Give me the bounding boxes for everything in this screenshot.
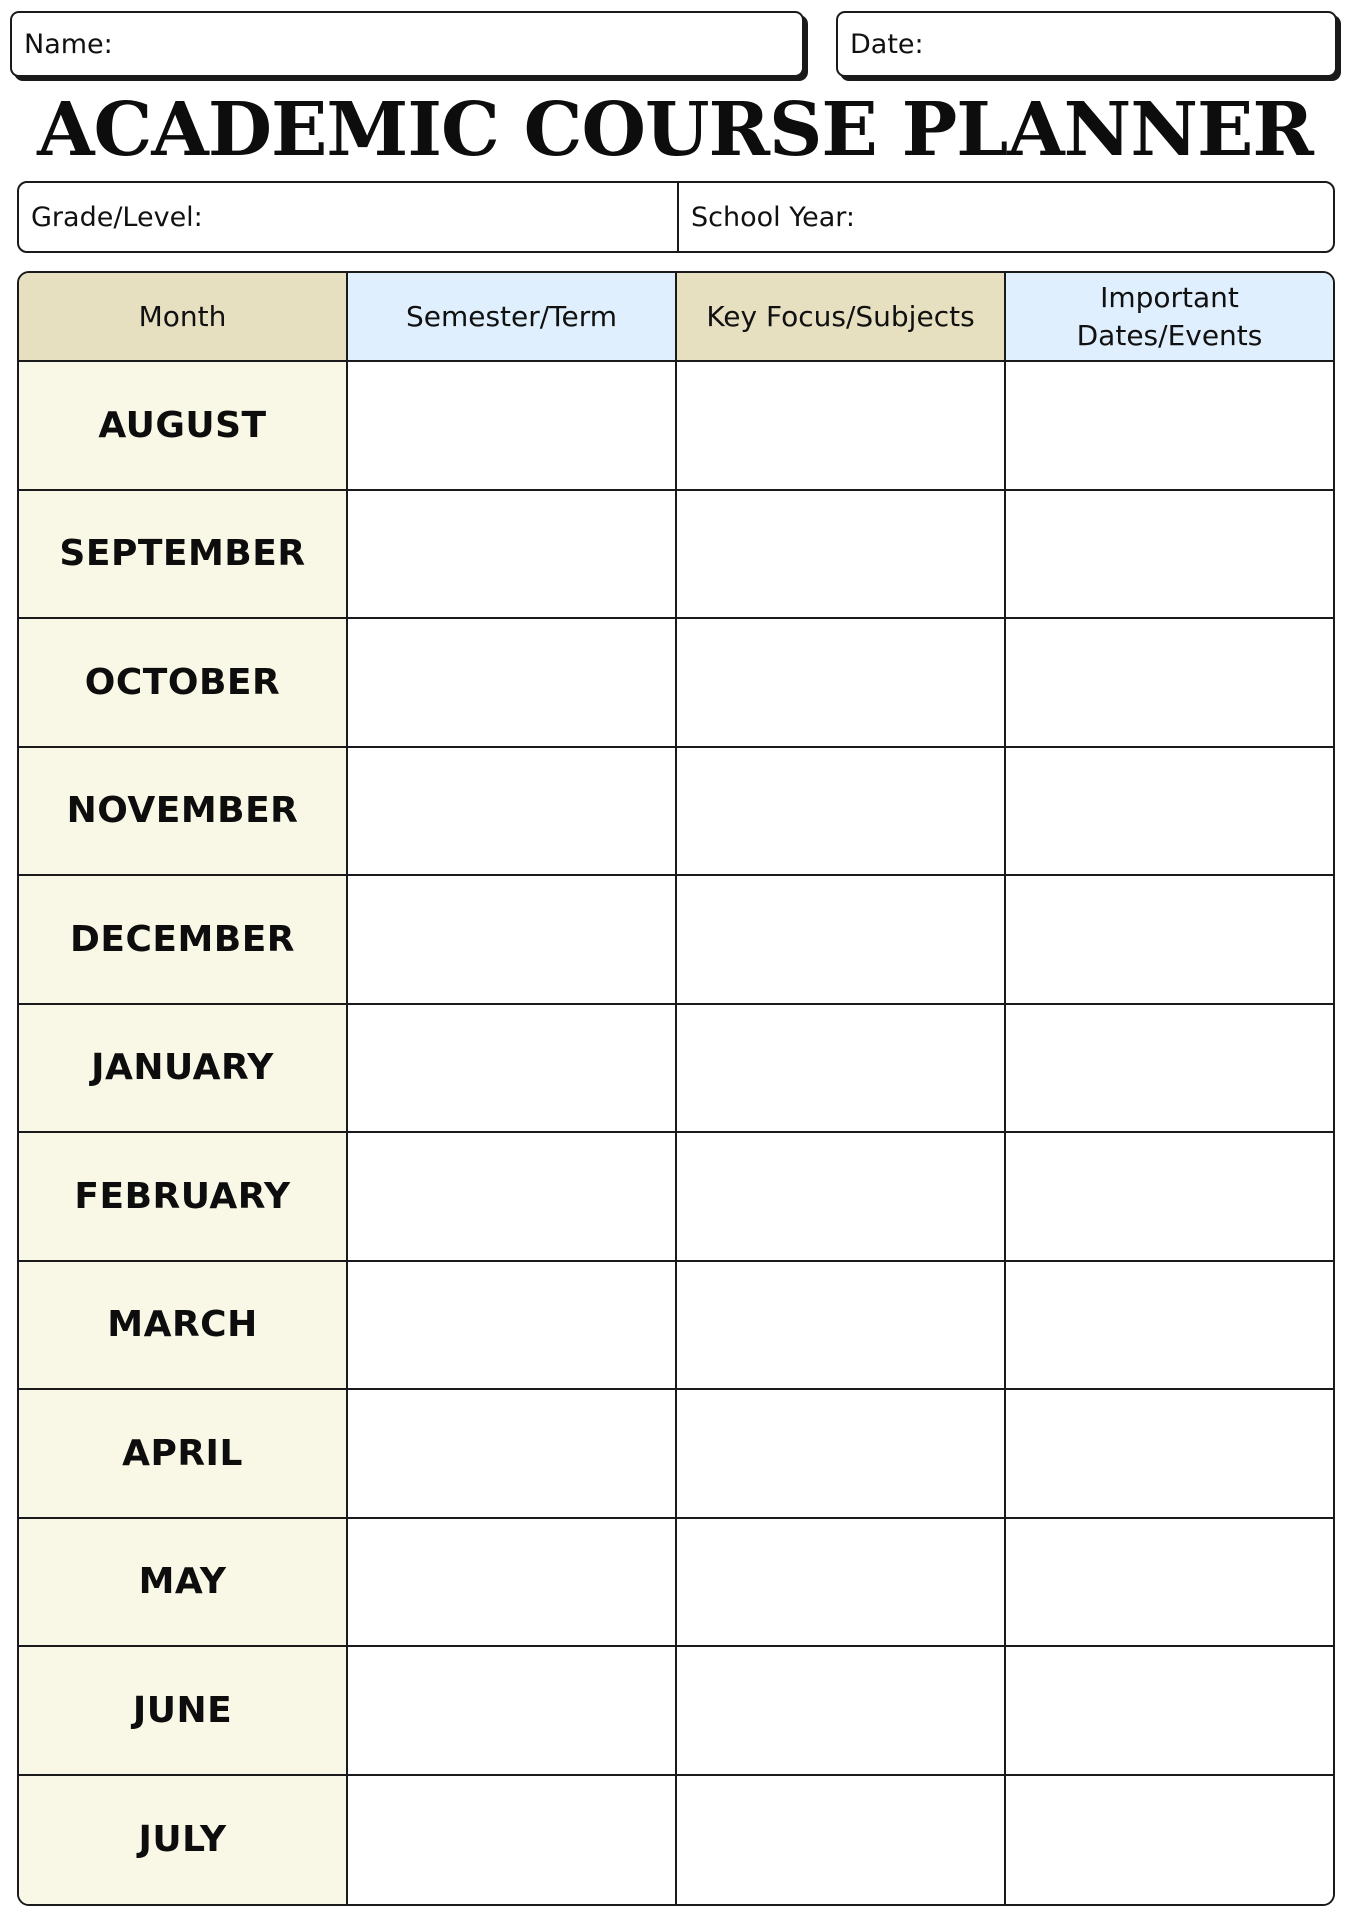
name-field[interactable] [10,11,804,77]
semester-term-cell-june[interactable] [348,1647,677,1776]
grade-level-label: Grade/Level: [31,201,203,233]
school-year-label: School Year: [691,201,856,233]
important-dates-cell-april[interactable] [1006,1390,1333,1519]
semester-term-cell-january[interactable] [348,1005,677,1134]
info-row [17,181,1335,253]
semester-term-cell-august[interactable] [348,362,677,491]
planner-table [17,271,1335,1906]
important-dates-cell-june[interactable] [1006,1647,1333,1776]
month-label-july: JULY [19,1776,348,1905]
key-focus-cell-august[interactable] [677,362,1006,491]
date-label: Date: [850,28,924,60]
header-semester-term: Semester/Term [348,273,677,362]
key-focus-cell-april[interactable] [677,1390,1006,1519]
month-label-september: SEPTEMBER [19,491,348,620]
important-dates-cell-september[interactable] [1006,491,1333,620]
month-label-december: DECEMBER [19,876,348,1005]
important-dates-cell-october[interactable] [1006,619,1333,748]
month-label-march: MARCH [19,1262,348,1391]
header-month: Month [19,273,348,362]
semester-term-cell-may[interactable] [348,1519,677,1648]
important-dates-cell-november[interactable] [1006,748,1333,877]
important-dates-cell-august[interactable] [1006,362,1333,491]
important-dates-cell-july[interactable] [1006,1776,1333,1905]
page-title: ACADEMIC COURSE PLANNER [37,87,1313,173]
key-focus-cell-may[interactable] [677,1519,1006,1648]
semester-term-cell-september[interactable] [348,491,677,620]
key-focus-cell-february[interactable] [677,1133,1006,1262]
semester-term-cell-july[interactable] [348,1776,677,1905]
key-focus-cell-june[interactable] [677,1647,1006,1776]
name-label: Name: [24,28,113,60]
school-year-field[interactable] [679,183,1333,251]
semester-term-cell-april[interactable] [348,1390,677,1519]
important-dates-cell-may[interactable] [1006,1519,1333,1648]
grade-level-field[interactable] [19,183,679,251]
key-focus-cell-march[interactable] [677,1262,1006,1391]
month-label-february: FEBRUARY [19,1133,348,1262]
month-label-january: JANUARY [19,1005,348,1134]
key-focus-cell-september[interactable] [677,491,1006,620]
semester-term-cell-february[interactable] [348,1133,677,1262]
key-focus-cell-january[interactable] [677,1005,1006,1134]
important-dates-cell-february[interactable] [1006,1133,1333,1262]
key-focus-cell-november[interactable] [677,748,1006,877]
semester-term-cell-october[interactable] [348,619,677,748]
month-label-october: OCTOBER [19,619,348,748]
header-key-focus: Key Focus/Subjects [677,273,1006,362]
semester-term-cell-march[interactable] [348,1262,677,1391]
key-focus-cell-october[interactable] [677,619,1006,748]
month-label-may: MAY [19,1519,348,1648]
semester-term-cell-december[interactable] [348,876,677,1005]
month-label-november: NOVEMBER [19,748,348,877]
semester-term-cell-november[interactable] [348,748,677,877]
key-focus-cell-december[interactable] [677,876,1006,1005]
important-dates-cell-december[interactable] [1006,876,1333,1005]
date-field[interactable] [836,11,1337,77]
month-label-april: APRIL [19,1390,348,1519]
header-important-dates: Important Dates/Events [1006,273,1333,362]
key-focus-cell-july[interactable] [677,1776,1006,1905]
month-label-june: JUNE [19,1647,348,1776]
month-label-august: AUGUST [19,362,348,491]
important-dates-cell-march[interactable] [1006,1262,1333,1391]
important-dates-cell-january[interactable] [1006,1005,1333,1134]
